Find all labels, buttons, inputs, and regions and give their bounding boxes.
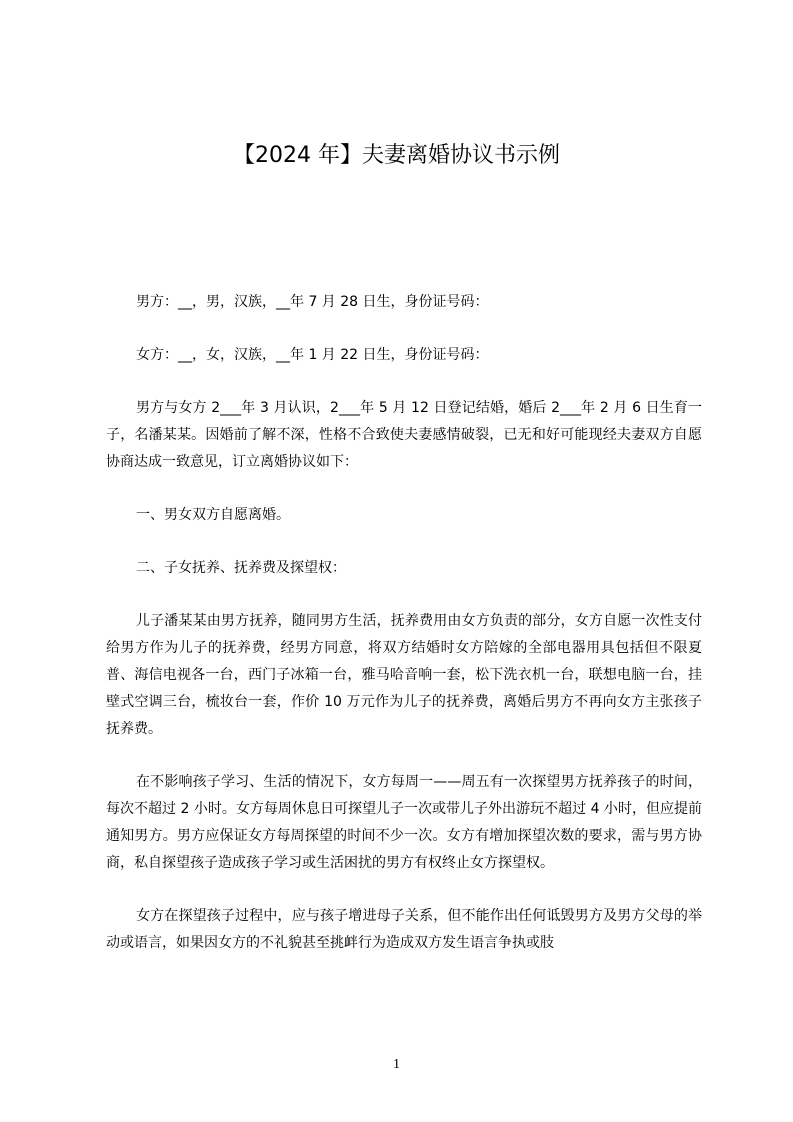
paragraph-clause-2-heading: 二、子女抚养、抚养费及探望权： (136, 560, 346, 576)
paragraph-female-party: 女方：__，女，汉族，__年 1 月 22 日生，身份证号码： (136, 347, 489, 363)
paragraph-male-party: 男方：__，男，汉族，__年 7 月 28 日生，身份证号码： (136, 294, 489, 310)
document-title: 【2024 年】夫妻离婚协议书示例 (233, 143, 560, 168)
paragraph-custody: 儿子潘某某由男方抚养，随同男方生活，抚养费用由女方负责的部分，女方自愿一次性支付给男方作为儿子的抚养费，经男方同意，将双方结婚时女方陪嫁的全部电器用具包括但不限夏普、海信电视各一台，西门子冰箱一台，雅马哈音响一套，松下洗衣机一台，联想电脑一台，挂壁式空调三台，梳妆台一套，作价 10 万元作为儿子的抚养费，离婚后男方不再向女方主张孩子抚养费。 (106, 613, 702, 737)
document-body (106, 289, 702, 957)
page-number: 1 (393, 1057, 400, 1072)
paragraph-clause-1: 一、男女双方自愿离婚。 (136, 507, 290, 523)
paragraph-visitation: 在不影响孩子学习、生活的情况下，女方每周一——周五有一次探望男方抚养孩子的时间，每次不超过 2 小时。女方每周休息日可探望儿子一次或带儿子外出游玩不超过 4 小时，但应提前通知男方。男方应保证女方每周探望的时间不少一次。女方有增加探望次数的要求，需与男方协商，私自探望孩子造成孩子学习或生活困扰的男方有权终止女方探望权。 (106, 774, 702, 871)
paragraph-background: 男方与女方 2___年 3 月认识，2___年 5 月 12 日登记结婚，婚后 2___年 2 月 6 日生育一子，名潘某某。因婚前了解不深，性格不合致使夫妻感情破裂，已无和好可能现经夫妻双方自愿协商达成一致意见，订立离婚协议如下： (106, 400, 702, 470)
paragraph-visitation-conduct: 女方在探望孩子过程中，应与孩子增进母子关系，但不能作出任何诋毁男方及男方父母的举动或语言，如果因女方的不礼貌甚至挑衅行为造成双方发生语言争执或肢 (106, 908, 702, 951)
